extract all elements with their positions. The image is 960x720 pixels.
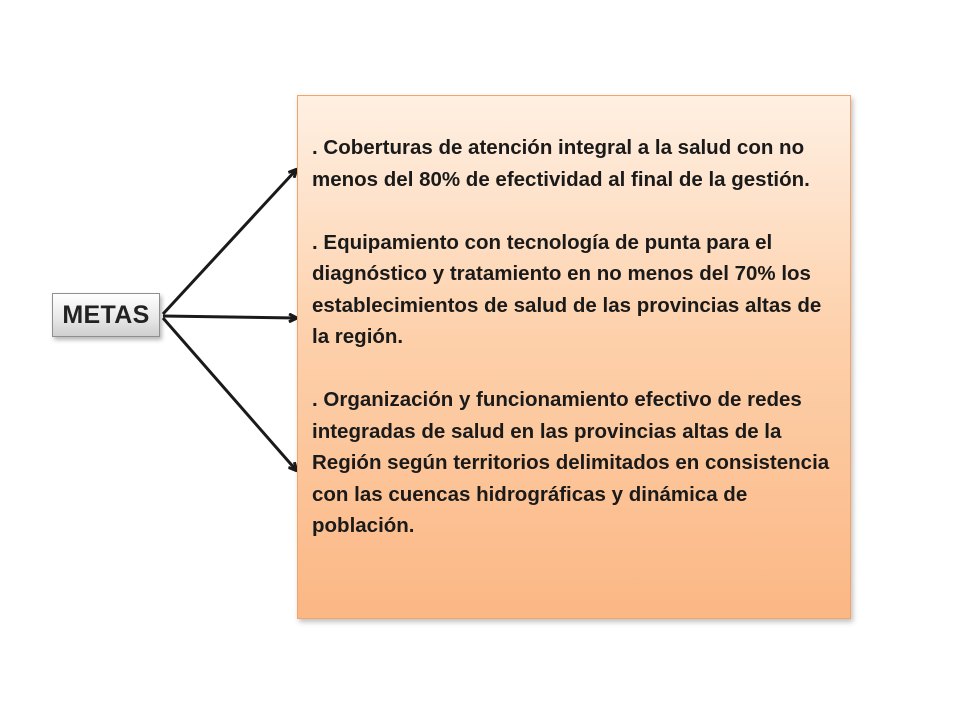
goal-item-2: . Equipamiento con tecnología de punta para el diagnóstico y tratamiento en no menos del 70% los establecimientos de salud de las provincias altas de la región. [312,230,822,348]
arrow-to-goal-1 [163,170,296,314]
goals-box [297,95,851,619]
arrow-to-goal-2 [163,316,296,318]
arrow-to-goal-3 [163,318,296,470]
metas-box [52,293,160,337]
metas-label: METAS [62,300,150,329]
goal-item-1: . Coberturas de atención integral a la salud con no menos del 80% de efectividad al final de la gestión. [312,136,810,191]
goal-item-3: . Organización y funcionamiento efectivo de redes integradas de salud en las provincias altas de la Región según territorios delimitados en consistencia con las cuencas hidrográficas y dinámica de población. [312,388,830,537]
